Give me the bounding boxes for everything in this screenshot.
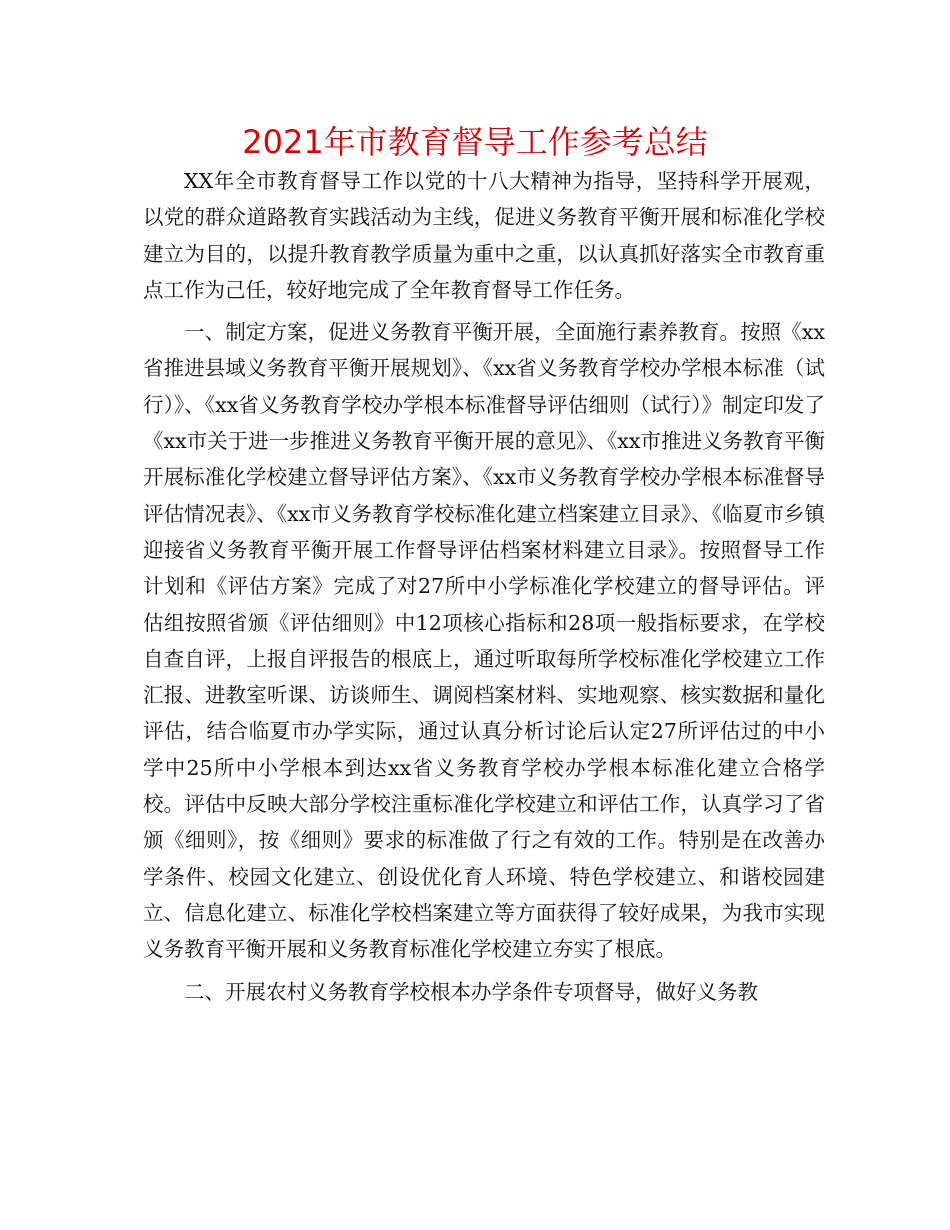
paragraph-intro: XX年全市教育督导工作以党的十八大精神为指导，坚持科学开展观，以党的群众道路教育实践活动为主线，促进义务教育平衡开展和标准化学校建立为目的，以提升教育教学质量为重中之重，以认真抓好落实全市教育重点工作为己任，较好地完成了全年教育督导工作任务。 bbox=[143, 169, 825, 302]
document-title: 2021年市教育督导工作参考总结 bbox=[242, 123, 708, 161]
document-body bbox=[143, 163, 825, 1016]
paragraph-section-two: 二、开展农村义务教育学校根本办学条件专项督导，做好义务教 bbox=[184, 979, 758, 1004]
paragraph-section-one: 一、制定方案，促进义务教育平衡开展，全面施行素养教育。按照《xx省推进县域义务教育平衡开展规划》、《xx省义务教育学校办学根本标准（试行）》、《xx省义务教育学校办学根本标准督导评估细则（试行）》制定印发了《xx市关于进一步推进义务教育平衡开展的意见》、《xx市推进义务教育平衡开展标准化学校建立督导评估方案》、《xx市义务教育学校办学根本标准督导评估情况表》、《xx市义务教育学校标准化建立档案建立目录》、《临夏市乡镇迎接省义务教育平衡开展工作督导评估档案材料建立目录》。按照督导工作计划和《评估方案》完成了对27所中小学标准化学校建立的督导评估。评估组按照省颁《评估细则》中12项核心指标和28项一般指标要求，在学校自查自评，上报自评报告的根底上，通过听取每所学校标准化学校建立工作汇报、进教室听课、访谈师生、调阅档案材料、实地观察、核实数据和量化评估，结合临夏市办学实际，通过认真分析讨论后认定27所评估过的中小学中25所中小学根本到达xx省义务教育学校办学根本标准化建立合格学校。评估中反映大部分学校注重标准化学校建立和评估工作，认真学习了省颁《细则》，按《细则》要求的标准做了行之有效的工作。特别是在改善办学条件、校园文化建立、创设优化育人环境、特色学校建立、和谐校园建立、信息化建立、标准化学校档案建立等方面获得了较好成果，为我市实现义务教育平衡开展和义务教育标准化学校建立夯实了根底。 bbox=[143, 320, 825, 962]
